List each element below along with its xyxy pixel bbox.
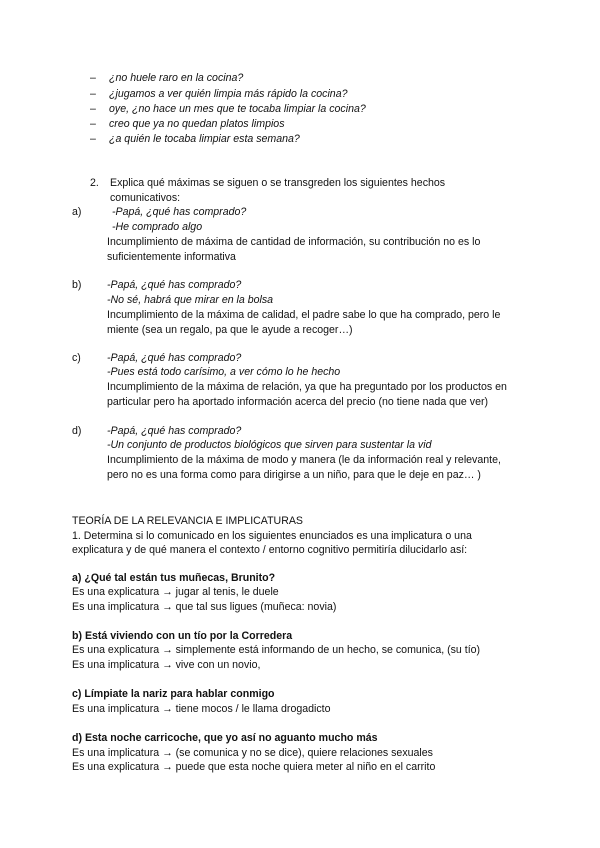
case-explanation: pero no es una forma como para dirigirse a un niño, para que le deje en paz… ) [107, 469, 481, 481]
example-line: Es una implicatura → (se comunica y no se dice), quiere relaciones sexuales [72, 747, 433, 759]
case-answer: -No sé, habrá que mirar en la bolsa [107, 294, 274, 306]
case-explanation: Incumplimiento de la máxima de relación, ya que ha preguntado por los productos en [107, 381, 507, 393]
list-item [90, 71, 244, 85]
section-intro: 1. Determina si lo comunicado en los siguientes enunciados es una implicatura o una [72, 530, 472, 542]
case-question: -Papá, ¿qué has comprado? [107, 352, 242, 364]
case-explanation: Incumplimiento de la máxima de calidad, el padre sabe lo que ha comprado, pero le [107, 309, 501, 321]
list-item [90, 117, 285, 131]
question-text: comunicativos: [110, 192, 181, 204]
dash-bullet: – [90, 133, 96, 145]
case-letter: b) [72, 279, 82, 291]
example-line: Es una explicatura → simplemente está informando de un hecho, se comunica, (su tío) [72, 644, 481, 656]
case-question: -Papá, ¿qué has comprado? [107, 279, 242, 291]
case-explanation: suficientemente informativa [107, 251, 236, 263]
case-letter: d) [72, 425, 82, 437]
case-question: -Papá, ¿qué has comprado? [107, 425, 242, 437]
case-explanation: Incumplimiento de máxima de cantidad de información, su contribución no es lo [107, 236, 481, 248]
example-line: Es una explicatura → jugar al tenis, le duele [72, 586, 279, 598]
example-line: Es una implicatura → tiene mocos / le llama drogadicto [72, 703, 331, 715]
case-answer: -Un conjunto de productos biológicos que sirven para sustentar la vid [107, 439, 432, 451]
section-intro: explicatura y de qué manera el contexto / entorno cognitivo permitiría dilucidarlo así: [72, 544, 468, 556]
example-line: Es una explicatura → puede que esta noche quiera meter al niño en el carrito [72, 761, 436, 773]
example-line: Es una implicatura → vive con un novio, [72, 659, 261, 671]
dash-bullet: – [90, 118, 96, 130]
question-number: 2. [90, 177, 99, 189]
case-question: -Papá, ¿qué has comprado? [112, 206, 247, 218]
list-item [90, 132, 300, 146]
case-answer: -He comprado algo [112, 221, 203, 233]
dialogue-line: ¿no huele raro en la cocina? [109, 72, 244, 84]
case-answer: -Pues está todo carísimo, a ver cómo lo he hecho [107, 366, 341, 378]
example-heading: b) Está viviendo con un tío por la Corredera [72, 630, 293, 642]
dash-bullet: – [90, 88, 96, 100]
case-explanation: Incumplimiento de la máxima de modo y manera (le da información real y relevante, [107, 454, 501, 466]
list-item [90, 102, 366, 116]
dialogue-line: creo que ya no quedan platos limpios [109, 118, 285, 130]
dialogue-line: oye, ¿no hace un mes que te tocaba limpiar la cocina? [109, 103, 366, 115]
example-line: Es una implicatura → que tal sus ligues (muñeca: novia) [72, 601, 337, 613]
example-heading: c) Límpiate la nariz para hablar conmigo [72, 688, 275, 700]
case-explanation: particular pero ha aportado información acerca del precio (no tiene nada que ver) [107, 396, 489, 408]
dash-bullet: – [90, 103, 96, 115]
case-letter: c) [72, 352, 81, 364]
example-heading: a) ¿Qué tal están tus muñecas, Brunito? [72, 572, 276, 584]
case-letter: a) [72, 206, 82, 218]
case-explanation: miente (sea un regalo, pa que le ayude a recoger…) [107, 324, 353, 336]
list-item [90, 87, 348, 101]
dialogue-line: ¿a quién le tocaba limpiar esta semana? [109, 133, 300, 145]
section-title: TEORÍA DE LA RELEVANCIA E IMPLICATURAS [72, 515, 303, 527]
dash-bullet: – [90, 72, 96, 84]
dialogue-line: ¿jugamos a ver quién limpia más rápido la cocina? [109, 88, 348, 100]
example-heading: d) Esta noche carricoche, que yo así no aguanto mucho más [72, 732, 378, 744]
question-text: Explica qué máximas se siguen o se transgreden los siguientes hechos [110, 177, 446, 189]
